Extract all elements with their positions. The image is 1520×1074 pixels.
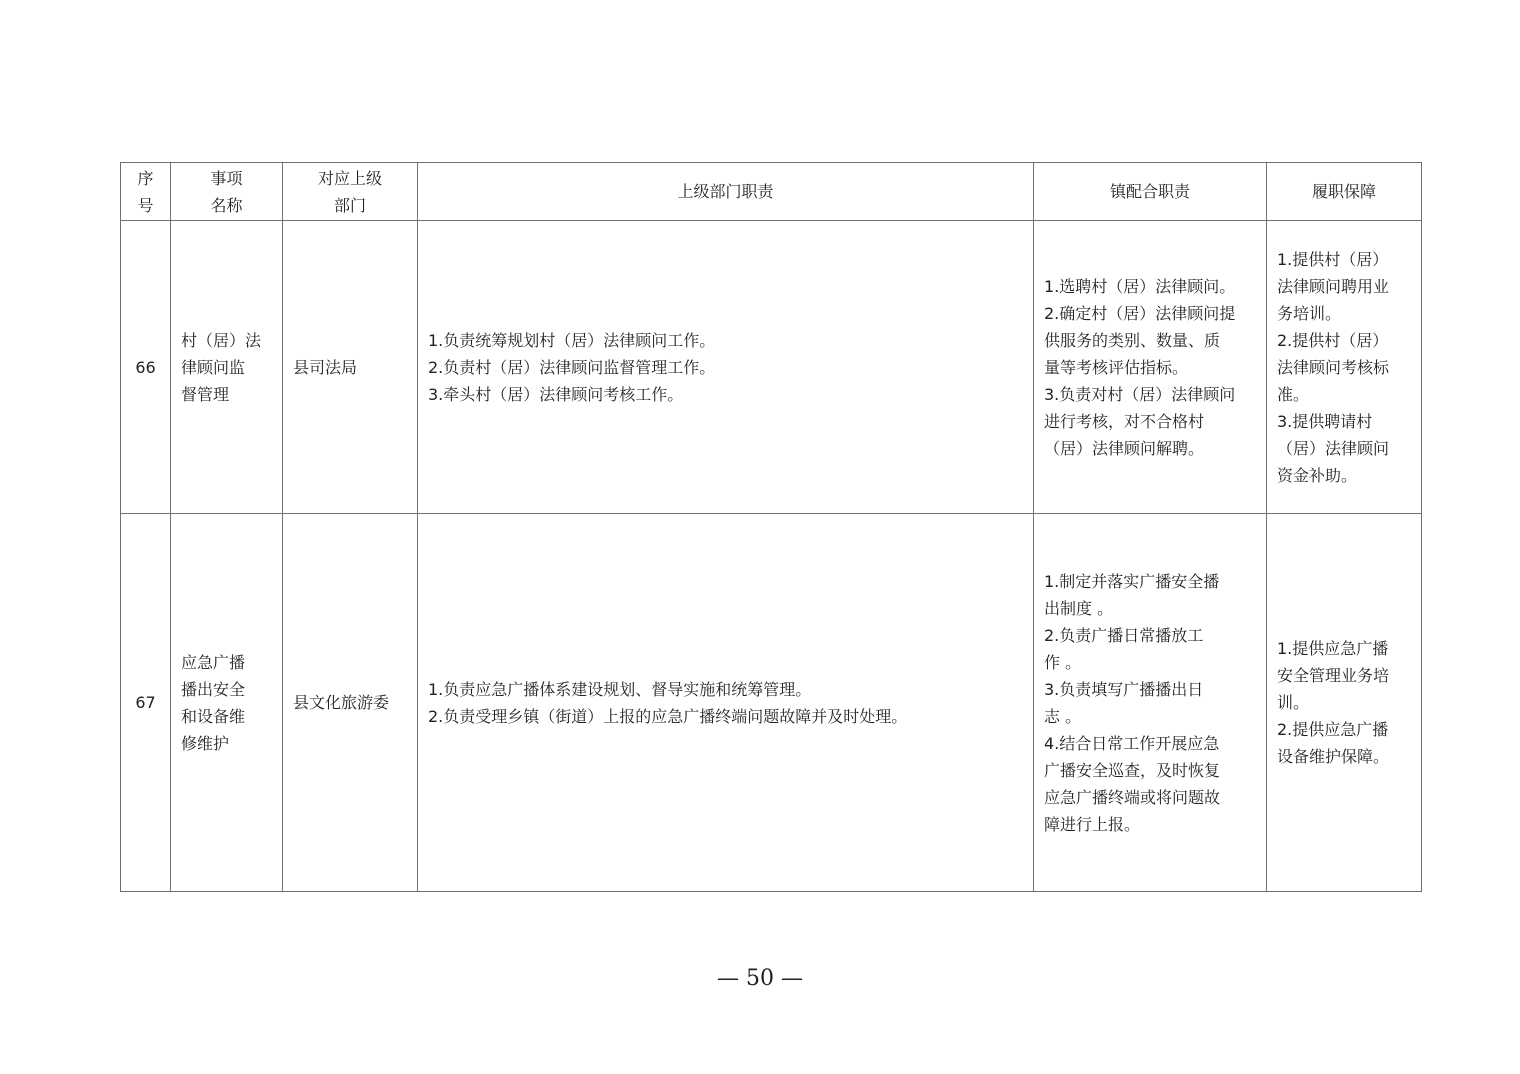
town-duty-line: 量等考核评估指标。 [1044,357,1189,377]
town-duty-line: 供服务的类别、数量、质 [1044,330,1221,350]
header-seq-line: 号 [137,195,154,215]
item-name-line: 播出安全 [181,679,246,699]
superior-duty-cell [418,514,1034,892]
row-number: 67 [121,514,171,892]
guarantee-line: 安全管理业务培 [1277,666,1390,685]
superior-dept-cell: 县司法局 [283,221,418,514]
superior-duty-line: 3.牵头村（居）法律顾问考核工作。 [428,384,684,404]
header-superior-dept-line: 对应上级 [317,168,382,188]
town-duty-line: 应急广播终端或将问题故 [1044,787,1221,807]
guarantee-line: 设备维护保障。 [1277,747,1390,766]
superior-duty-line: 1.负责应急广播体系建设规划、督导实施和统筹管理。 [428,679,812,699]
item-name-line: 修维护 [181,733,230,753]
duty-table [120,162,1422,892]
guarantee-cell [1267,221,1422,514]
superior-dept-cell: 县文化旅游委 [283,514,418,892]
header-town-duty: 镇配合职责 [1034,163,1267,221]
item-name-line: 和设备维 [181,706,246,726]
town-duty-line: 广播安全巡查，及时恢复 [1044,760,1221,780]
header-guarantee: 履职保障 [1267,163,1422,221]
header-superior-dept [283,163,418,221]
guarantee-cell [1267,514,1422,892]
guarantee-line: 资金补助。 [1277,465,1358,485]
guarantee-line: 2.提供村（居） [1277,330,1389,350]
item-name-line: 村（居）法 [181,330,262,350]
item-name-line: 督管理 [181,384,230,404]
header-item-name-line: 事项 [210,168,243,188]
town-duty-line: 1.选聘村（居）法律顾问。 [1044,276,1236,296]
town-duty-line: 4.结合日常工作开展应急 [1044,733,1220,753]
guarantee-line: （居）法律顾问 [1277,438,1390,458]
superior-duty-line: 2.负责村（居）法律顾问监督管理工作。 [428,357,716,377]
town-duty-line: 进行考核，对不合格村 [1044,411,1205,431]
town-duty-line: （居）法律顾问解聘。 [1044,438,1205,458]
guarantee-line: 法律顾问聘用业 [1277,276,1390,296]
guarantee-line: 务培训。 [1277,303,1342,323]
header-superior-dept-line: 部门 [333,195,366,215]
item-name-cell [171,221,283,514]
guarantee-line: 2.提供应急广播 [1277,720,1389,739]
guarantee-line: 1.提供村（居） [1277,249,1389,269]
item-name-line: 律顾问监 [181,357,246,377]
guarantee-line: 3.提供聘请村 [1277,411,1373,431]
header-seq-line: 序 [137,168,154,188]
page-number: — 50 — [717,966,803,991]
superior-duty-cell [418,221,1034,514]
guarantee-line: 训。 [1277,693,1310,712]
town-duty-line: 作 。 [1044,652,1082,672]
town-duty-cell [1034,221,1267,514]
guarantee-line: 1.提供应急广播 [1277,639,1389,658]
town-duty-cell [1034,514,1267,892]
header-seq [121,163,171,221]
table-header-row [121,163,1422,221]
item-name-cell [171,514,283,892]
town-duty-line: 障进行上报。 [1044,814,1141,834]
header-item-name-line: 名称 [210,195,243,215]
town-duty-line: 2.负责广播日常播放工 [1044,625,1204,645]
town-duty-line: 1.制定并落实广播安全播 [1044,571,1220,591]
town-duty-line: 3.负责对村（居）法律顾问 [1044,384,1236,404]
superior-duty-line: 1.负责统筹规划村（居）法律顾问工作。 [428,330,716,350]
header-superior-duty: 上级部门职责 [418,163,1034,221]
table-row [121,514,1422,892]
row-number: 66 [121,221,171,514]
item-name-line: 应急广播 [181,652,246,672]
town-duty-line: 3.负责填写广播播出日 [1044,679,1204,699]
town-duty-line: 2.确定村（居）法律顾问提 [1044,303,1236,323]
town-duty-line: 出制度 。 [1044,598,1114,618]
header-item-name [171,163,283,221]
town-duty-line: 志 。 [1044,706,1082,726]
table-row [121,221,1422,514]
guarantee-line: 准。 [1277,384,1310,404]
guarantee-line: 法律顾问考核标 [1277,357,1390,377]
superior-duty-line: 2.负责受理乡镇（街道）上报的应急广播终端问题故障并及时处理。 [428,706,908,726]
